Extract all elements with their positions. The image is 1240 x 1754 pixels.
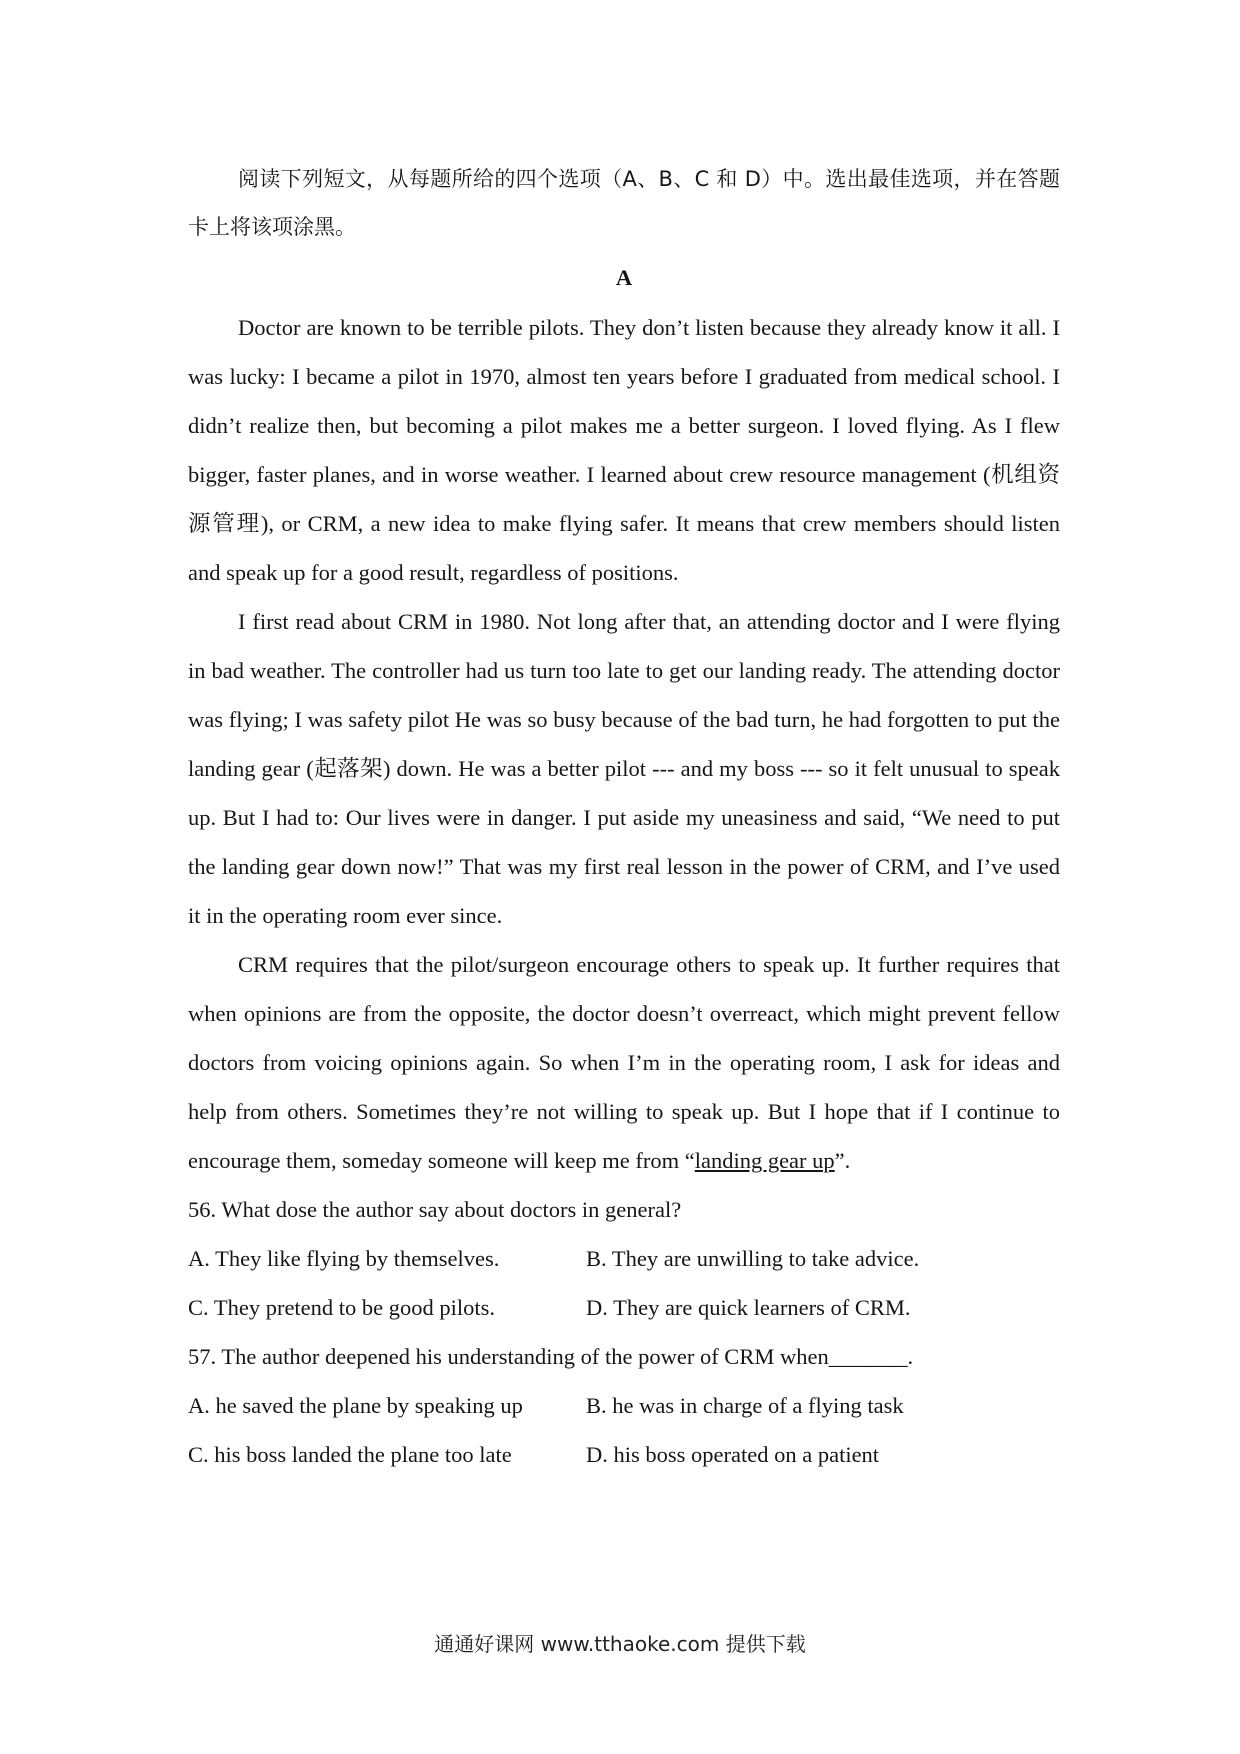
page-footer: 通通好课网 www.tthaoke.com 提供下载 bbox=[434, 1632, 806, 1656]
instructions: 阅读下列短文，从每题所给的四个选项（A、B、C 和 D）中。选出最佳选项，并在答题卡上将该项涂黑。 bbox=[188, 167, 1060, 239]
option-b: B. he was in charge of a flying task bbox=[586, 1393, 904, 1418]
question-57: 57. The author deepened his understanding of the power of CRM when_______. bbox=[188, 1344, 914, 1369]
option-a: A. he saved the plane by speaking up bbox=[188, 1393, 523, 1418]
underlined-phrase: landing gear up bbox=[694, 1148, 835, 1173]
option-d: D. They are quick learners of CRM. bbox=[586, 1295, 911, 1320]
question-57-options bbox=[188, 1381, 1060, 1479]
option-b: B. They are unwilling to take advice. bbox=[586, 1246, 920, 1271]
paragraph-3-end: ”. bbox=[834, 1148, 851, 1173]
option-c: C. They pretend to be good pilots. bbox=[188, 1295, 496, 1320]
paragraph-3-text: CRM requires that the pilot/surgeon encourage others to speak up. It further requires that when opinions are from the opposite, the doctor doesn’t overreact, which might prevent fellow doctors from voicing opinions again. So when I’m in the operating room, I ask for ideas and help from others. Sometimes they’re not willing to speak up. But I hope that if I continue to encourage them, someday someone will keep me from “ bbox=[188, 952, 1060, 1173]
passage-paragraph-2: I first read about CRM in 1980. Not long after that, an attending doctor and I were flying in bad weather. The controller had us turn too late to get our landing ready. The attending doctor was flying; I was safety pilot He was so busy because of the bad turn, he had forgotten to put the landing gear (起落架) down. He was a better pilot --- and my boss --- so it felt unusual to speak up. But I had to: Our lives were in danger. I put aside my uneasiness and said, “We need to put the landing gear down now!” That was my first real lesson in the power of CRM, and I’ve used it in the operating room ever since. bbox=[188, 609, 1060, 928]
document-body bbox=[188, 155, 1060, 1479]
option-d: D. his boss operated on a patient bbox=[586, 1442, 880, 1467]
option-a: A. They like flying by themselves. bbox=[188, 1246, 500, 1271]
option-c: C. his boss landed the plane too late bbox=[188, 1442, 512, 1467]
question-56-options bbox=[188, 1234, 1060, 1332]
section-label: A bbox=[615, 265, 633, 290]
passage-paragraph-1: Doctor are known to be terrible pilots. They don’t listen because they already know it all. I was lucky: I became a pilot in 1970, almost ten years before I graduated from medical school. I didn’t realize then, but becoming a pilot makes me a better surgeon. I loved flying. As I flew bigger, faster planes, and in worse weather. I learned about crew resource management (机组资源管理), or CRM, a new idea to make flying safer. It means that crew members should listen and speak up for a good result, regardless of positions. bbox=[188, 315, 1060, 585]
question-56: 56. What dose the author say about doctors in general? bbox=[188, 1197, 682, 1222]
passage-paragraph-3 bbox=[188, 940, 1060, 1185]
